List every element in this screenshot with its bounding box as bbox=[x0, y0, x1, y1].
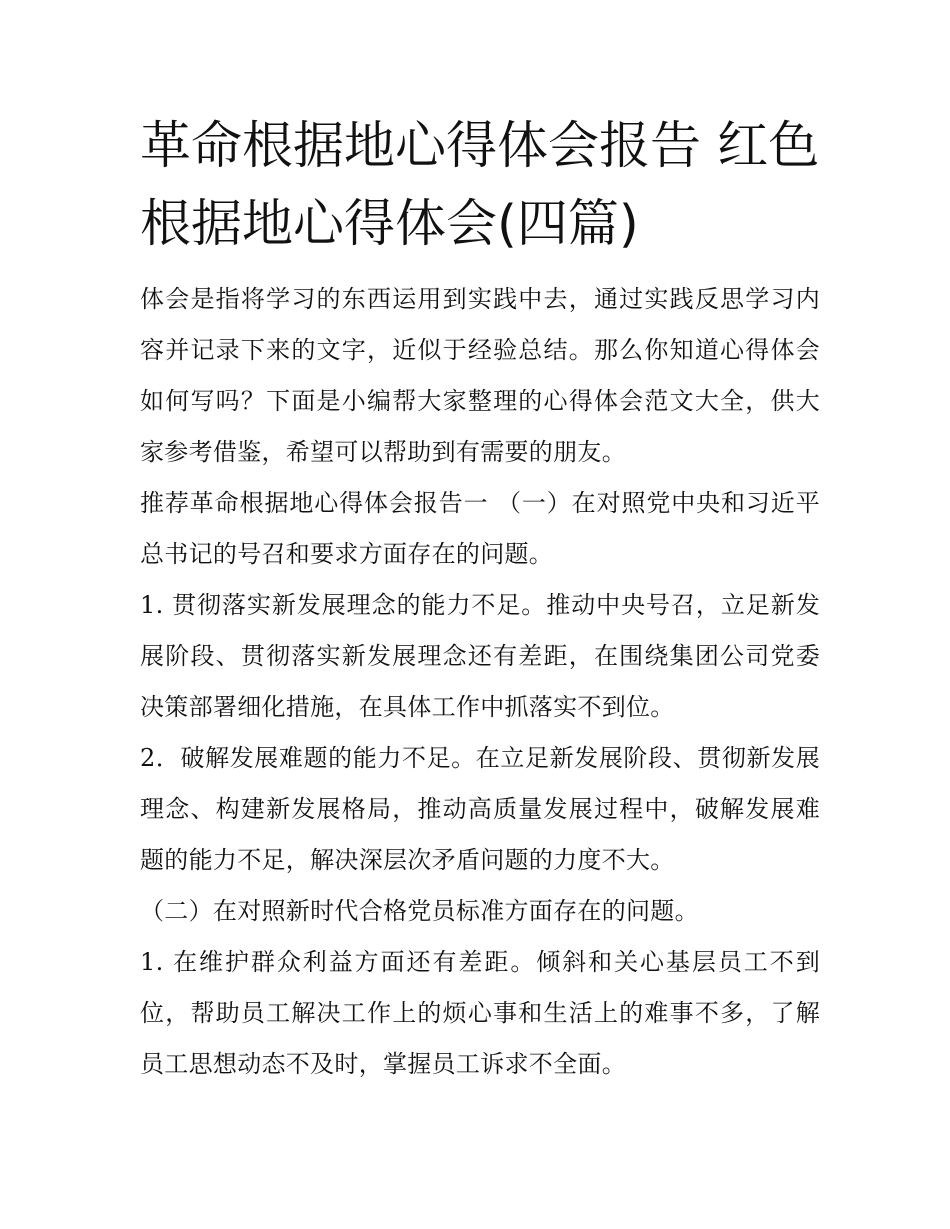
section-heading-paragraph: （二）在对照新时代合格党员标准方面存在的问题。 bbox=[140, 897, 699, 925]
section-heading-paragraph: 推荐革命根据地心得体会报告一 （一）在对照党中央和习近平总书记的号召和要求方面存在的问题。 bbox=[140, 489, 820, 568]
item-paragraph: 1. 在维护群众利益方面还有差距。倾斜和关心基层员工不到位，帮助员工解决工作上的烦心事和生活上的难事不多，了解员工思想动态不及时，掌握员工诉求不全面。 bbox=[140, 948, 820, 1078]
document-page bbox=[140, 108, 820, 1090]
item-paragraph: 1. 贯彻落实新发展理念的能力不足。推动中央号召，立足新发展阶段、贯彻落实新发展理念还有差距，在围绕集团公司党委决策部署细化措施，在具体工作中抓落实不到位。 bbox=[140, 591, 820, 721]
intro-paragraph: 体会是指将学习的东西运用到实践中去，通过实践反思学习内容并记录下来的文字，近似于经验总结。那么你知道心得体会如何写吗？下面是小编帮大家整理的心得体会范文大全，供大家参考借鉴，希望可以帮助到有需要的朋友。 bbox=[140, 285, 820, 466]
document-title: 革命根据地心得体会报告 红色根据地心得体会(四篇) bbox=[140, 117, 820, 254]
item-paragraph: 2．破解发展难题的能力不足。在立足新发展阶段、贯彻新发展理念、构建新发展格局，推动高质量发展过程中，破解发展难题的能力不足，解决深层次矛盾问题的力度不大。 bbox=[140, 744, 820, 874]
